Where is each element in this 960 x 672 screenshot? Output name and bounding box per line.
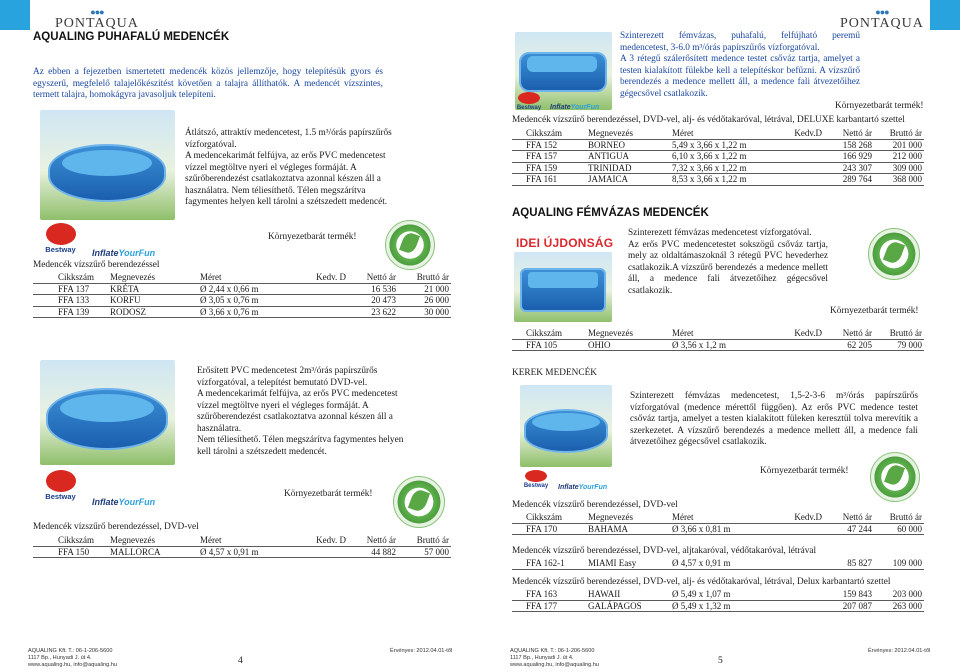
table-header bbox=[512, 328, 924, 339]
bestway-mark-icon bbox=[525, 470, 547, 482]
col-header: Kedv. D bbox=[298, 272, 348, 283]
cell: 20 473 bbox=[348, 295, 398, 307]
product4-desc-detail: Az erős PVC medencetestet sokszögű csőváz tartja, mely az oldaltámaszoknál 3 rétegű PVC hevederhez csatlakozik.A vízszűrő berendezés a medence mellett áll, a medence fali átvezetőihez gégecsővel csatlakozik. bbox=[628, 239, 828, 296]
price-table-5c bbox=[512, 589, 924, 612]
logo-text: PONTAQUA bbox=[840, 16, 924, 31]
bestway-text: Bestway bbox=[45, 245, 76, 254]
cell: Ø 3,66 x 0,76 m bbox=[198, 306, 298, 318]
logo-text: PONTAQUA bbox=[55, 16, 139, 31]
footer-valid-left: Érvényes: 2012.04.01-től bbox=[390, 648, 453, 654]
col-header: Megnevezés bbox=[586, 512, 670, 523]
cell: ANTIGUA bbox=[586, 151, 670, 163]
product4-desc bbox=[628, 228, 828, 297]
cell: 44 882 bbox=[348, 546, 398, 558]
col-header: Bruttó ár bbox=[398, 272, 451, 283]
cell: KRÉTA bbox=[108, 283, 198, 295]
cell: KORFU bbox=[108, 295, 198, 307]
table-header bbox=[512, 128, 924, 139]
cell: BORNEO bbox=[586, 139, 670, 151]
table-row bbox=[512, 589, 924, 600]
footer-company: AQUALING Kft. T.: 06-1-206-5600 bbox=[510, 648, 595, 654]
cell: 62 205 bbox=[824, 339, 874, 351]
col-header: Méret bbox=[670, 128, 788, 139]
cell bbox=[788, 600, 824, 612]
col-header: Megnevezés bbox=[586, 128, 670, 139]
bestway-text: Bestway bbox=[516, 105, 542, 111]
col-header: Méret bbox=[670, 512, 788, 523]
page-number-right: 5 bbox=[718, 656, 723, 666]
table-row bbox=[33, 546, 451, 558]
corner-accent-right bbox=[930, 0, 960, 30]
cell: 159 843 bbox=[824, 589, 874, 600]
eco-label-5: Környezetbarát termék! bbox=[760, 466, 849, 476]
footer-right bbox=[510, 648, 599, 668]
table-row bbox=[512, 151, 924, 163]
eco-badge-icon bbox=[393, 476, 445, 528]
cell: FFA 170 bbox=[512, 523, 586, 535]
col-header: Megnevezés bbox=[108, 272, 198, 283]
cell: FFA 161 bbox=[512, 174, 586, 186]
inflate-logo-2 bbox=[92, 497, 155, 507]
cell bbox=[788, 162, 824, 174]
cell: Ø 4,57 x 0,91 m bbox=[670, 558, 788, 569]
cell: 26 000 bbox=[398, 295, 451, 307]
col-header: Nettó ár bbox=[824, 512, 874, 523]
cell: 109 000 bbox=[874, 558, 924, 569]
cell: 212 000 bbox=[874, 151, 924, 163]
product1-desc-line: Átlátszó, attraktív medencetest, 1.5 m³/órás papírszűrős vízforgatóval. bbox=[185, 128, 392, 150]
product2-desc-winter: Nem téliesíthető. Télen megszárítva fagymentes helyen kell tárolni a szétszedett medencét. bbox=[197, 435, 404, 457]
cell: 263 000 bbox=[874, 600, 924, 612]
eco-badge-icon bbox=[870, 452, 920, 502]
table-row bbox=[512, 139, 924, 151]
footer-address: 1117 Bp., Hunyadi J. út 4. bbox=[510, 654, 574, 661]
table-row bbox=[512, 523, 924, 535]
section-title-metal: AQUALING FÉMVÁZAS MEDENCÉK bbox=[512, 207, 709, 219]
price-table-3 bbox=[512, 128, 924, 186]
table-row bbox=[512, 174, 924, 186]
product3-desc bbox=[620, 31, 860, 100]
cell: 85 827 bbox=[824, 558, 874, 569]
cell: FFA 139 bbox=[33, 306, 108, 318]
product1-desc bbox=[185, 128, 400, 209]
yourfun-text: YourFun bbox=[578, 484, 608, 491]
inflate-logo-3 bbox=[550, 104, 599, 111]
col-header: Nettó ár bbox=[824, 328, 874, 339]
cell: Ø 2,44 x 0,66 m bbox=[198, 283, 298, 295]
bestway-logo-2 bbox=[38, 470, 83, 501]
cell: JAMAICA bbox=[586, 174, 670, 186]
section-label-2: Medencék vízszűrő berendezéssel, DVD-vel bbox=[33, 522, 199, 532]
section-label-3: Medencék vízszűrő berendezéssel, DVD-vel, alj- és védőtakaróval, létrával, DELUXE karbantartó szettel bbox=[512, 115, 905, 125]
footer-web: www.aqualing.hu, info@aqualing.hu bbox=[510, 661, 600, 668]
table-header bbox=[33, 272, 451, 283]
cell: FFA 159 bbox=[512, 162, 586, 174]
pool-photo-ohio bbox=[514, 252, 612, 322]
cell bbox=[788, 151, 824, 163]
table-row bbox=[512, 339, 924, 351]
bestway-text: Bestway bbox=[45, 492, 76, 501]
footer-web: www.aqualing.hu, info@aqualing.hu bbox=[28, 661, 118, 668]
inflate-text: Inflate bbox=[550, 104, 571, 111]
cell: FFA 157 bbox=[512, 151, 586, 163]
table-row bbox=[512, 162, 924, 174]
cell: FFA 177 bbox=[512, 600, 586, 612]
footer-valid-right: Érvényes: 2012.04.01-től bbox=[868, 648, 931, 654]
col-header: Bruttó ár bbox=[874, 512, 924, 523]
col-header: Cikkszám bbox=[512, 128, 586, 139]
table-header bbox=[512, 512, 924, 523]
cell: Ø 4,57 x 0,91 m bbox=[198, 546, 298, 558]
cell: RODOSZ bbox=[108, 306, 198, 318]
cell: 60 000 bbox=[874, 523, 924, 535]
bestway-mark-icon bbox=[46, 223, 76, 245]
bestway-mark-icon bbox=[518, 92, 540, 104]
yourfun-text: YourFun bbox=[118, 248, 156, 258]
cell: BAHAMA bbox=[586, 523, 670, 535]
cell bbox=[298, 295, 348, 307]
cell: 158 268 bbox=[824, 139, 874, 151]
col-header: Kedv.D bbox=[788, 128, 824, 139]
cell: Ø 5,49 x 1,07 m bbox=[670, 589, 788, 600]
col-header: Nettó ár bbox=[824, 128, 874, 139]
section-label-5c: Medencék vízszűrő berendezéssel, DVD-vel, alj- és védőtakaróval, létrával, Delux karbantartó szettel bbox=[512, 577, 891, 587]
cell: 368 000 bbox=[874, 174, 924, 186]
product5-desc: Szinterezett fémvázas medencetest, 1,5-2-3-6 m³/órás papírszűrős vízforgatóval (medence mérettől függően). Az erős PVC medence testet csőváz tartja, amelyet a testen kialakított füleken keresztül tolva merevítik a szerkezetet. A vízszűrő berendezés a medence mellett áll, a medence fali átvezetőihez gégecsővel csatlakozik. bbox=[630, 391, 918, 447]
cell: 309 000 bbox=[874, 162, 924, 174]
page-title: AQUALING PUHAFALÚ MEDENCÉK bbox=[33, 31, 230, 43]
pool-photo-round bbox=[520, 385, 612, 467]
cell: 16 536 bbox=[348, 283, 398, 295]
cell bbox=[788, 174, 824, 186]
table-row bbox=[33, 295, 451, 307]
pool-photo-mallorca bbox=[40, 360, 175, 465]
cell: HAWAII bbox=[586, 589, 670, 600]
cell: 289 764 bbox=[824, 174, 874, 186]
cell: 8,53 x 3,66 x 1,22 m bbox=[670, 174, 788, 186]
section-label-5b: Medencék vízszűrő berendezéssel, DVD-vel, aljtakaróval, védőtakaróval, létrával bbox=[512, 546, 817, 556]
bestway-text: Bestway bbox=[523, 483, 549, 489]
eco-label-3: Környezetbarát termék! bbox=[835, 101, 924, 111]
product4-desc-line: Szinterezett fémvázas medencetest vízforgatóval. bbox=[628, 228, 812, 238]
col-header: Méret bbox=[198, 535, 298, 546]
inflate-text: Inflate bbox=[92, 248, 119, 258]
inflate-text: Inflate bbox=[92, 497, 119, 507]
cell bbox=[788, 139, 824, 151]
col-header: Méret bbox=[198, 272, 298, 283]
footer-company: AQUALING Kft. T.: 06-1-206-5600 bbox=[28, 648, 113, 654]
cell: Ø 3,05 x 0,76 m bbox=[198, 295, 298, 307]
price-table-4 bbox=[512, 328, 924, 351]
eco-badge-icon bbox=[868, 228, 920, 280]
table-row bbox=[512, 600, 924, 612]
price-table-2 bbox=[33, 535, 451, 558]
col-header: Bruttó ár bbox=[398, 535, 451, 546]
price-table-5b bbox=[512, 558, 924, 570]
cell: FFA 162-1 bbox=[512, 558, 586, 569]
cell: 21 000 bbox=[398, 283, 451, 295]
cell: 207 087 bbox=[824, 600, 874, 612]
cell: 7,32 x 3,66 x 1,22 m bbox=[670, 162, 788, 174]
page-number-left: 4 bbox=[238, 656, 243, 666]
cell: FFA 133 bbox=[33, 295, 108, 307]
logo-drops-icon: ●●● bbox=[875, 7, 889, 17]
eco-label-2: Környezetbarát termék! bbox=[284, 489, 373, 499]
cell: MALLORCA bbox=[108, 546, 198, 558]
inflate-text: Inflate bbox=[558, 484, 579, 491]
footer-left bbox=[28, 648, 117, 668]
col-header: Kedv.D bbox=[788, 512, 824, 523]
table-row bbox=[512, 558, 924, 569]
pontaqua-logo-left bbox=[55, 8, 139, 31]
cell: 30 000 bbox=[398, 306, 451, 318]
cell bbox=[788, 558, 824, 569]
col-header: Nettó ár bbox=[348, 535, 398, 546]
cell: FFA 105 bbox=[512, 339, 586, 351]
corner-accent-left bbox=[0, 0, 30, 30]
cell: FFA 152 bbox=[512, 139, 586, 151]
cell bbox=[788, 339, 824, 351]
col-header: Bruttó ár bbox=[874, 128, 924, 139]
product2-desc-line: Erősített PVC medencetest 2m³/órás papírszűrős vízforgatóval, a telepítést bemutató DVD-vel. bbox=[197, 366, 378, 388]
section-label-1: Medencék vízszűrő berendezéssel bbox=[33, 260, 160, 270]
cell: FFA 137 bbox=[33, 283, 108, 295]
product1-desc-detail: A medencekarimát felfújva, az erős PVC medencetest vízzel megtöltve nyeri el végleges formáját. A szűrőberendezést csatlakoztatva azonnal készen áll a használatra. Nem téliesíthető. Télen megszárítva fagymentes helyen kell tárolni a szétszedett medencét. bbox=[185, 151, 388, 207]
col-header: Kedv. D bbox=[298, 535, 348, 546]
eco-badge-icon bbox=[385, 220, 435, 270]
cell: 5,49 x 3,66 x 1,22 m bbox=[670, 139, 788, 151]
section-label-5a: Medencék vízszűrő berendezéssel, DVD-vel bbox=[512, 500, 678, 510]
cell: TRINIDAD bbox=[586, 162, 670, 174]
cell: GALÁPAGOS bbox=[586, 600, 670, 612]
col-header: Megnevezés bbox=[108, 535, 198, 546]
yourfun-text: YourFun bbox=[118, 497, 156, 507]
inflate-logo-4 bbox=[558, 484, 607, 491]
bestway-logo-4 bbox=[520, 470, 552, 489]
cell: 57 000 bbox=[398, 546, 451, 558]
cell: 166 929 bbox=[824, 151, 874, 163]
col-header: Cikkszám bbox=[33, 535, 108, 546]
cell: FFA 163 bbox=[512, 589, 586, 600]
product3-desc-detail: A 3 rétegű szálerősített medence testet csőváz tartja, amelyet a testen kialakított fülekbe kell a telepítéskor befűzni. A vízszűrő berendezés a medence mellett áll, a medence fali átvezetőihez gégecsővel csatlakozik. bbox=[620, 54, 860, 99]
cell: 23 622 bbox=[348, 306, 398, 318]
cell: Ø 5,49 x 1,32 m bbox=[670, 600, 788, 612]
cell bbox=[788, 523, 824, 535]
col-header: Kedv.D bbox=[788, 328, 824, 339]
pontaqua-logo-right bbox=[840, 8, 924, 31]
cell: 203 000 bbox=[874, 589, 924, 600]
cell bbox=[788, 589, 824, 600]
cell: 201 000 bbox=[874, 139, 924, 151]
eco-label-1: Környezetbarát termék! bbox=[268, 232, 357, 242]
col-header: Cikkszám bbox=[512, 512, 586, 523]
cell: MIAMI Easy bbox=[586, 558, 670, 569]
bestway-mark-icon bbox=[46, 470, 76, 492]
table-row bbox=[33, 283, 451, 295]
cell bbox=[298, 283, 348, 295]
logo-drops-icon: ●●● bbox=[90, 7, 104, 17]
price-table-1 bbox=[33, 272, 451, 318]
inflate-logo-1 bbox=[92, 248, 155, 258]
bestway-logo-1 bbox=[38, 223, 83, 254]
col-header: Méret bbox=[670, 328, 788, 339]
eco-label-4: Környezetbarát termék! bbox=[830, 306, 919, 316]
col-header: Cikkszám bbox=[33, 272, 108, 283]
intro-text: Az ebben a fejezetben ismertetett medencék közös jellemzője, hogy telepítésük gyors és egyszerű, megfelelő talajelőkészítést követően a talajra állíthatók. A medencét vízszintes, termett talajra, homokágyra javasoljuk telepíteni. bbox=[33, 67, 383, 100]
bestway-logo-3 bbox=[513, 92, 545, 111]
footer-address: 1117 Bp., Hunyadi J. út 4. bbox=[28, 654, 92, 661]
product3-desc-line: Szinterezett fémvázas, puhafalú, felfújható peremű medencetest, 3-6.0 m³/órás papírszűrős vízforgatóval. bbox=[620, 31, 860, 53]
subtitle-round-pools: KEREK MEDENCÉK bbox=[512, 368, 597, 378]
col-header: Cikkszám bbox=[512, 328, 586, 339]
cell: Ø 3,66 x 0,81 m bbox=[670, 523, 788, 535]
cell: Ø 3,56 x 1,2 m bbox=[670, 339, 788, 351]
cell bbox=[298, 306, 348, 318]
cell: OHIO bbox=[586, 339, 670, 351]
table-row bbox=[33, 306, 451, 318]
product2-desc bbox=[197, 366, 415, 458]
product2-desc-detail: A medencekarimát felfújva, az erős PVC medencetest vízzel megtöltve nyeri el végleges formáját. A szűrőberendezést csatlakoztatva azonnal készen áll a használatra. bbox=[197, 389, 398, 434]
new-product-badge: IDEI ÚJDONSÁG bbox=[516, 236, 614, 250]
table-header bbox=[33, 535, 451, 546]
col-header: Bruttó ár bbox=[874, 328, 924, 339]
yourfun-text: YourFun bbox=[570, 104, 600, 111]
price-table-5a bbox=[512, 512, 924, 535]
cell: 79 000 bbox=[874, 339, 924, 351]
col-header: Nettó ár bbox=[348, 272, 398, 283]
col-header: Megnevezés bbox=[586, 328, 670, 339]
cell: 243 307 bbox=[824, 162, 874, 174]
pool-photo-kreta bbox=[40, 110, 175, 220]
cell: 47 244 bbox=[824, 523, 874, 535]
cell: 6,10 x 3,66 x 1,22 m bbox=[670, 151, 788, 163]
cell bbox=[298, 546, 348, 558]
cell: FFA 150 bbox=[33, 546, 108, 558]
